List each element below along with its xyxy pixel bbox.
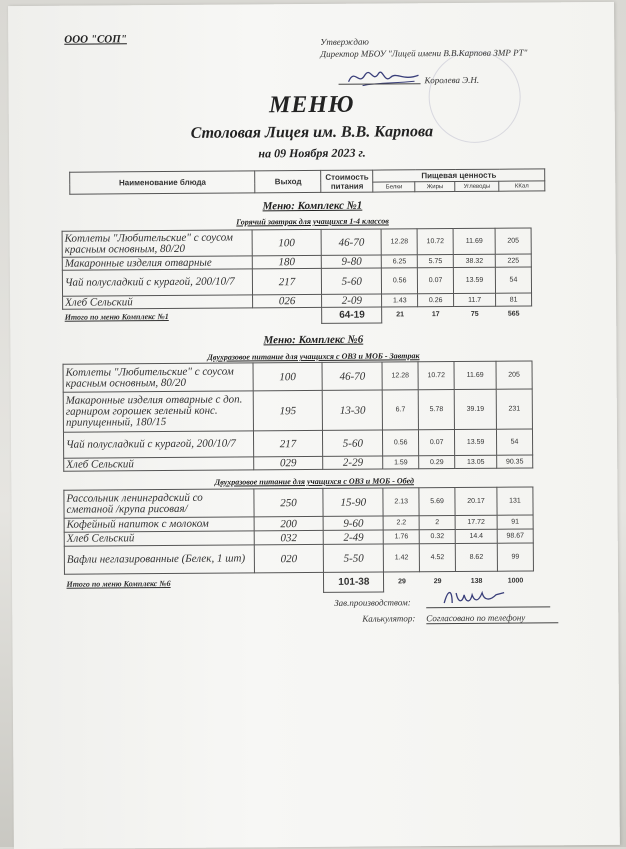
table-row: Макаронные изделия отварные 180 9-80 6.25 5.75 38.32 225 bbox=[62, 254, 531, 270]
col-fat-header: Жиры bbox=[415, 181, 455, 191]
calculator-value: Согласовано по телефону bbox=[426, 612, 558, 624]
table-row: Рассольник ленинградский со сметаной /крупа рисовая/ 250 15-90 2.13 5.69 20.17 131 bbox=[64, 487, 533, 518]
table-row: Котлеты "Любительские" с соусом красным основным, 80/20 100 46-70 12.28 10.72 11.69 205 bbox=[62, 228, 531, 257]
canteen-name: Столовая Лицея им. В.В. Карпова bbox=[190, 123, 434, 142]
complex6-section-lunch: Двухразовое питание для учащихся с ОВЗ и МОБ - Обед bbox=[214, 476, 414, 487]
organization-name: ООО "СОП" bbox=[64, 33, 127, 46]
page-title: МЕНЮ bbox=[268, 91, 355, 119]
director-title: Директор МБОУ "Лицей имени В.В.Карпова ЗМР РТ" bbox=[320, 47, 528, 59]
complex1-table bbox=[62, 227, 533, 325]
approval-label: Утверждаю bbox=[320, 36, 369, 47]
total-row: Итого по меню Комплекс №6 101-38 29 29 138 1000 bbox=[64, 571, 533, 594]
complex6-title: Меню: Комплекс №6 bbox=[263, 333, 364, 347]
approval-block bbox=[320, 34, 560, 60]
header-table bbox=[69, 168, 545, 194]
col-kcal-header: ККал bbox=[499, 181, 545, 191]
table-row: Макаронные изделия отварные с доп. гарниром горошек зеленый конс. припущенный, 180/15 195 13-30 6.7 5.78 39.19 231 bbox=[63, 389, 532, 432]
director-signature bbox=[344, 63, 424, 90]
menu-date: на 09 Ноября 2023 г. bbox=[258, 145, 366, 161]
head-signature bbox=[440, 587, 510, 609]
col-name-header: Наименование блюда bbox=[70, 171, 256, 194]
col-price-header: Стоимость питания bbox=[321, 170, 373, 192]
table-row: Чай полусладкий с курагой, 200/10/7 217 5-60 0.56 0.07 13.59 54 bbox=[63, 429, 532, 458]
col-carbs-header: Углеводы bbox=[455, 181, 499, 191]
complex6-section-breakfast: Двухразовое питание для учащихся с ОВЗ и МОБ - Завтрак bbox=[207, 351, 420, 362]
total-row: Итого по меню Комплекс №1 64-19 21 17 75 565 bbox=[63, 306, 532, 325]
menu-document bbox=[8, 2, 620, 849]
director-name: Королева Э.Н. bbox=[424, 74, 480, 86]
table-row: Вафли неглазированные (Белек, 1 шт) 020 5-50 1.42 4.52 8.62 99 bbox=[64, 543, 533, 574]
table-row: Кофейный напиток с молоком 200 9-60 2.2 2 17.72 91 bbox=[64, 515, 533, 532]
complex6-lunch-table bbox=[63, 486, 534, 594]
col-nutrition-header: Пищевая ценность bbox=[373, 169, 545, 182]
calculator-label: Калькулятор: bbox=[362, 613, 416, 624]
complex6-breakfast-table bbox=[63, 360, 534, 471]
table-row: Хлеб Сельский 032 2-49 1.76 0.32 14.4 98.67 bbox=[64, 529, 533, 546]
head-of-production-label: Зав.производством: bbox=[334, 597, 411, 608]
table-row: Хлеб Сельский 026 2-09 1.43 0.26 11.7 81 bbox=[63, 293, 532, 309]
table-row: Чай полусладкий с курагой, 200/10/7 217 5-60 0.56 0.07 13.59 54 bbox=[62, 267, 531, 296]
complex1-title: Меню: Комплекс №1 bbox=[262, 199, 363, 213]
col-output-header: Выход bbox=[255, 170, 321, 192]
table-row: Котлеты "Любительские" с соусом красным основным, 80/20 100 46-70 12.28 10.72 11.69 205 bbox=[63, 361, 532, 392]
complex1-section: Горячий завтрак для учащихся 1-4 классов bbox=[236, 216, 389, 227]
table-row: Хлеб Сельский 029 2-29 1.59 0.29 13.05 90.35 bbox=[64, 455, 533, 471]
col-protein-header: Белки bbox=[373, 182, 415, 192]
